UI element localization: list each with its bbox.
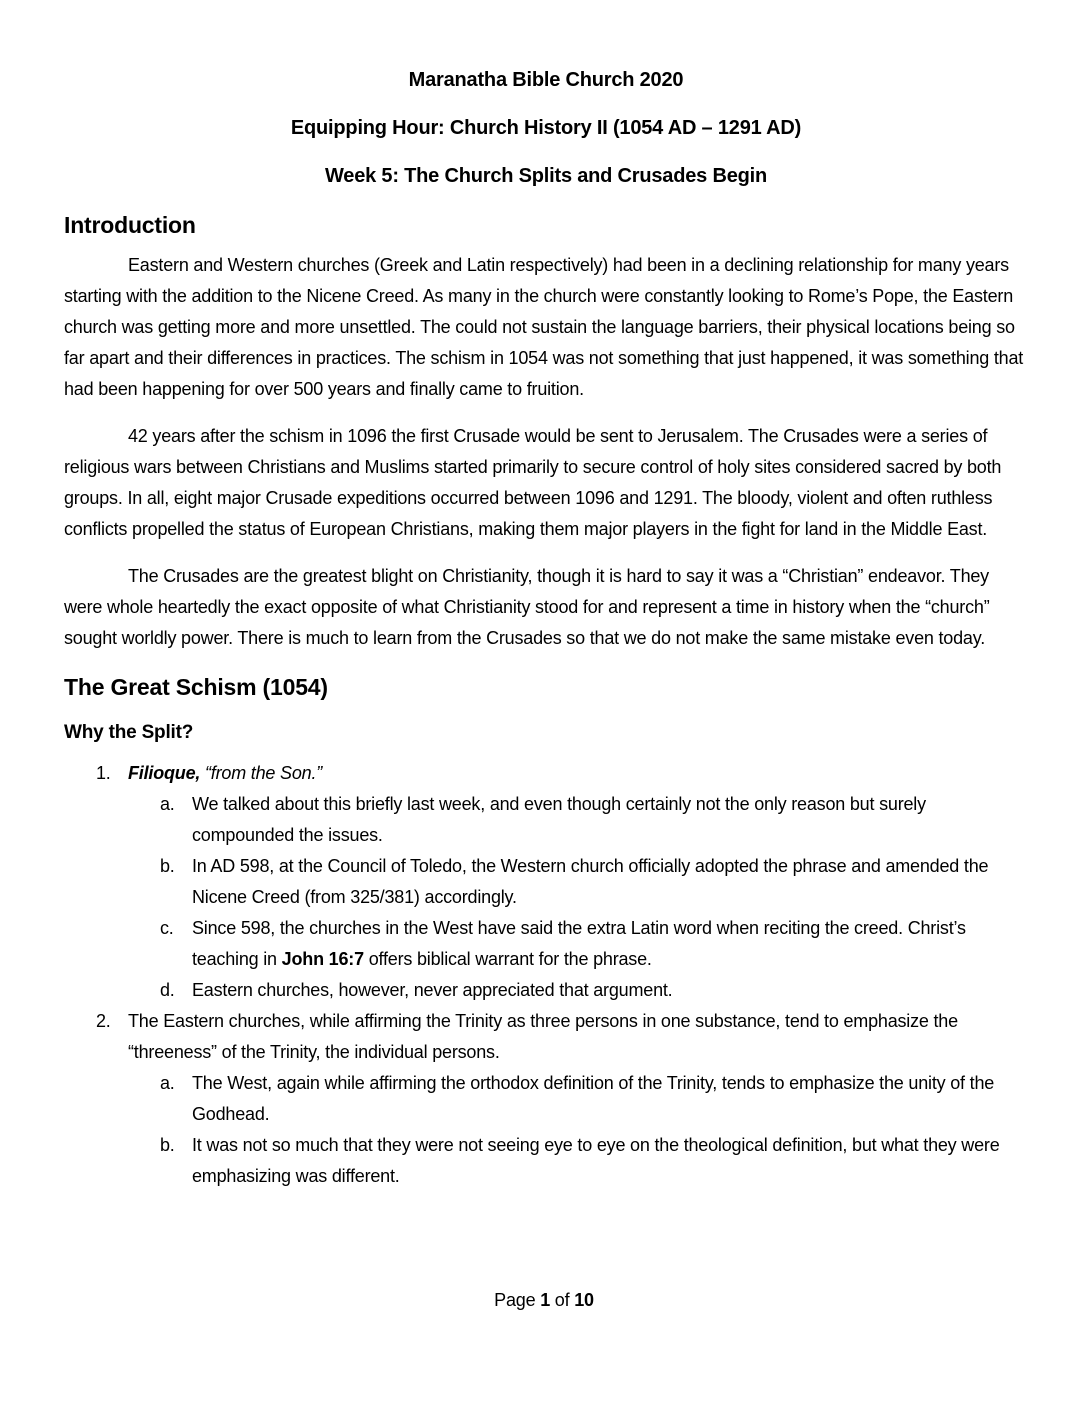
list-item — [64, 1068, 1028, 1130]
list-item-text — [192, 851, 1028, 913]
section-heading-introduction: Introduction — [64, 212, 196, 238]
list-item-text — [192, 1130, 1028, 1192]
subheading-why-the-split: Why the Split? — [64, 722, 194, 743]
doc-title-line-1: Maranatha Bible Church 2020 — [408, 69, 684, 91]
doc-title-line-2: Equipping Hour: Church History II (1054 AD – 1291 AD) — [290, 117, 802, 139]
text-run: 10 — [574, 1290, 594, 1310]
list-item-text — [192, 789, 1028, 851]
list-item — [64, 851, 1028, 913]
text-run: We talked about this briefly last week, and even though certainly not the only reason but surely compounded the issues. — [192, 794, 926, 845]
section-heading-great-schism: The Great Schism (1054) — [64, 674, 328, 700]
text-run: Eastern churches, however, never appreciated that argument. — [192, 980, 673, 1000]
text-run: It was not so much that they were not seeing eye to eye on the theological definition, but what they were emphasizing was different. — [192, 1135, 1000, 1186]
list-item-marker: c. — [160, 918, 174, 938]
list-item-text — [192, 913, 1028, 975]
list-item — [64, 975, 1028, 1006]
text-run: 1 — [540, 1290, 550, 1310]
schism-list — [64, 758, 1028, 1192]
text-run: John 16:7 — [281, 949, 364, 969]
list-item — [64, 758, 1028, 789]
text-run: The West, again while affirming the orthodox definition of the Trinity, tends to emphasize the unity of the Godhead. — [192, 1073, 995, 1124]
page-footer — [0, 1288, 1088, 1312]
text-run: offers biblical warrant for the phrase. — [363, 949, 652, 969]
list-item-marker: a. — [160, 794, 175, 814]
text-run: In AD 598, at the Council of Toledo, the Western church officially adopted the phrase and amended the Nicene Creed (from 325/381) accordingly. — [192, 856, 989, 907]
list-item — [64, 789, 1028, 851]
intro-paragraph-1: Eastern and Western churches (Greek and Latin respectively) had been in a declining relationship for many years starting with the addition to the Nicene Creed. As many in the church were constantly looking to Rome’s Pope, the Eastern church was getting more and more unsettled. The could not sustain the language barriers, their physical locations being so far apart and their differences in practices. The schism in 1054 was not something that just happened, it was something that had been happening for over 500 years and finally came to fruition. — [64, 255, 1024, 399]
list-item-marker: a. — [160, 1073, 175, 1093]
list-item-text — [128, 1006, 1028, 1068]
list-item-text — [192, 975, 1028, 1006]
text-run: Filioque, — [128, 763, 201, 783]
doc-title-line-3: Week 5: The Church Splits and Crusades Begin — [324, 165, 768, 187]
text-run: The Eastern churches, while affirming the Trinity as three persons in one substance, tend to emphasize the “threeness” of the Trinity, the individual persons. — [128, 1011, 958, 1062]
list-item-marker: 2. — [96, 1011, 111, 1031]
list-item-text — [128, 758, 1028, 789]
list-item-marker: d. — [160, 980, 175, 1000]
text-run: Since 598, the churches in the West have said the extra Latin word when reciting the creed. Christ’s teaching in — [192, 918, 966, 969]
list-item-marker: 1. — [96, 763, 111, 783]
text-run: of — [550, 1290, 575, 1310]
intro-paragraph-3: The Crusades are the greatest blight on Christianity, though it is hard to say it was a “Christian” endeavor. They were whole heartedly the exact opposite of what Christianity stood for and represent a time in history when the “church” sought worldly power. There is much to learn from the Crusades so that we do not make the same mistake even today. — [64, 566, 990, 648]
list-item — [64, 1006, 1028, 1068]
list-item-marker: b. — [160, 856, 175, 876]
list-item-text — [192, 1068, 1028, 1130]
list-item — [64, 913, 1028, 975]
text-run: Page — [494, 1290, 541, 1310]
text-run: “from the Son.” — [200, 763, 323, 783]
list-item — [64, 1130, 1028, 1192]
list-item-marker: b. — [160, 1135, 175, 1155]
intro-paragraph-2: 42 years after the schism in 1096 the first Crusade would be sent to Jerusalem. The Crusades were a series of religious wars between Christians and Muslims started primarily to secure control of holy sites considered sacred by both groups. In all, eight major Crusade expeditions occurred between 1096 and 1291. The bloody, violent and often ruthless conflicts propelled the status of European Christians, making them major players in the fight for land in the Middle East. — [64, 426, 1002, 539]
